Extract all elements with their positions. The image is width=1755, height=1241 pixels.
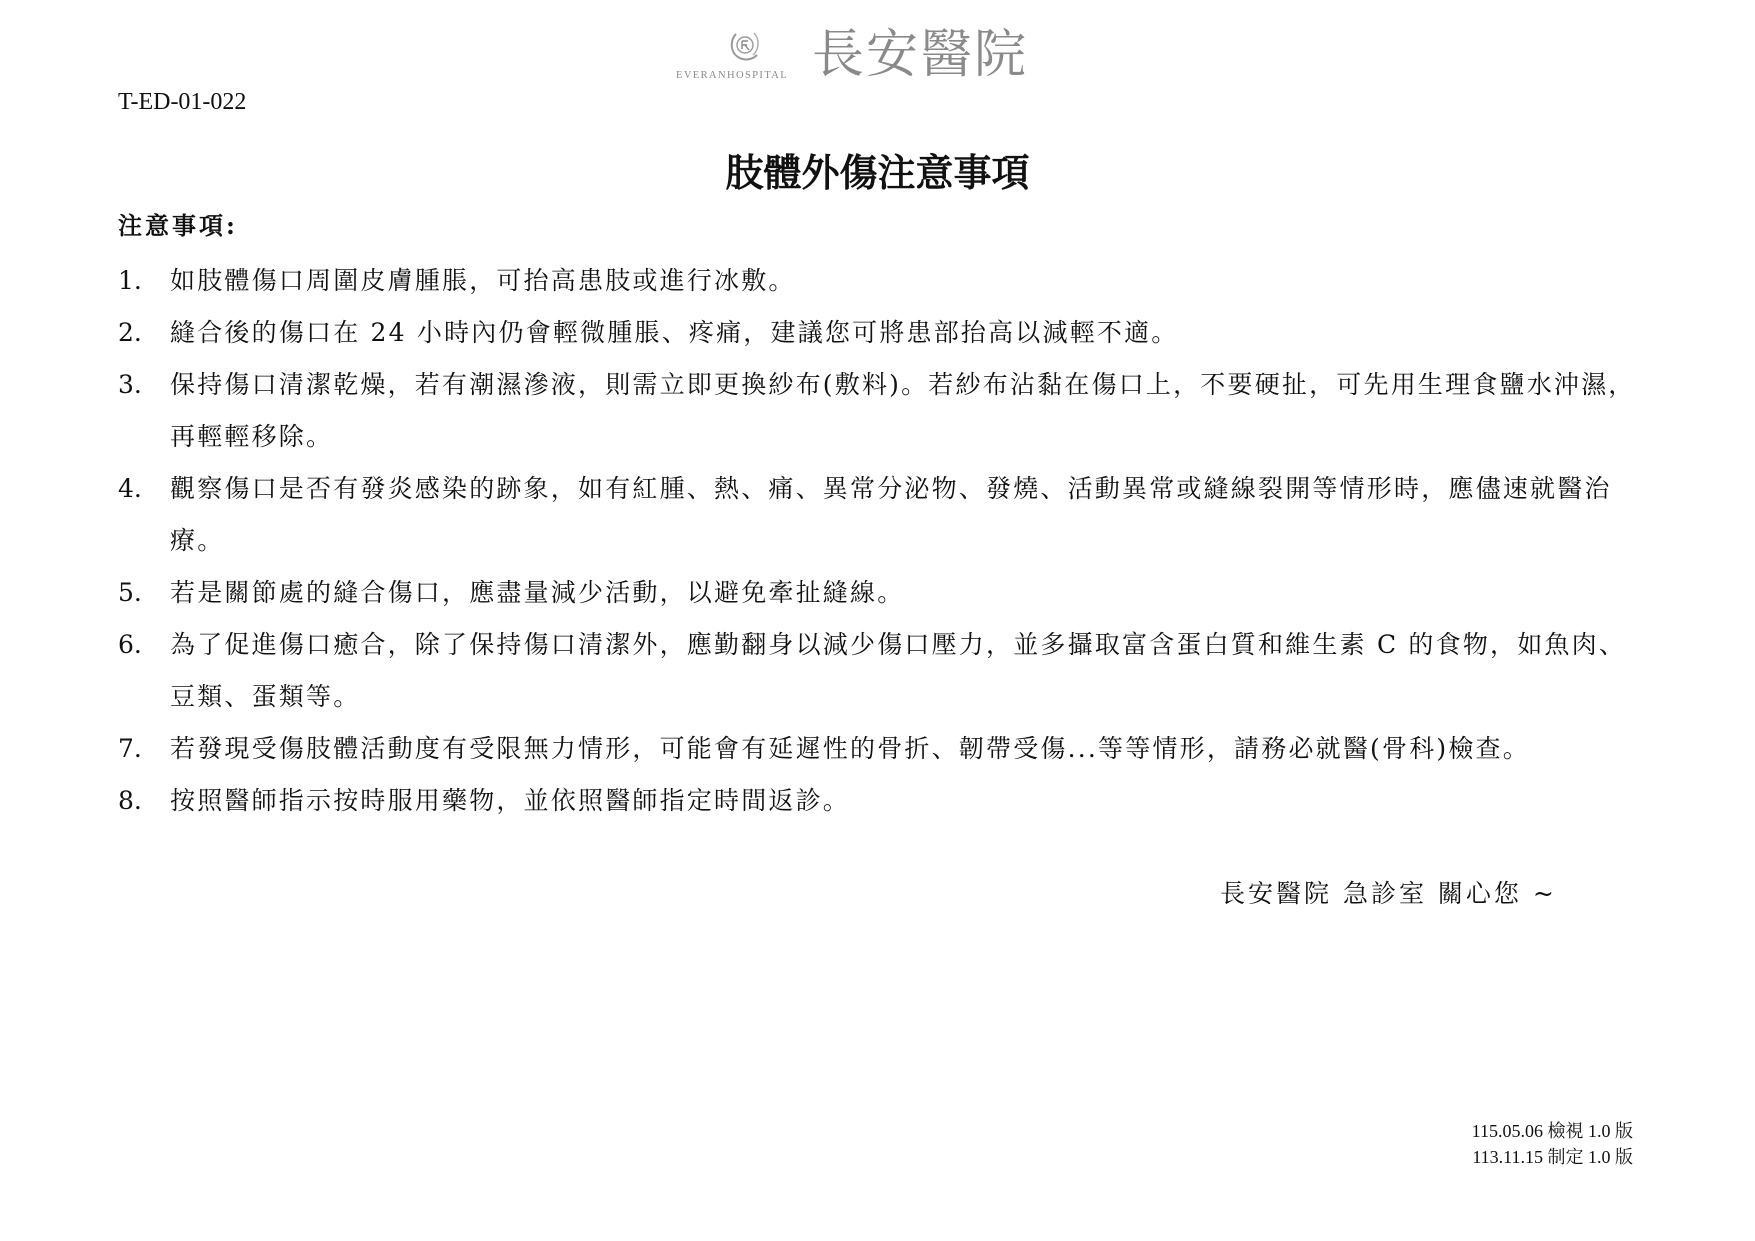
logo-chinese-name: 長安醫院 [812,25,1029,85]
list-item-text: 觀察傷口是否有發炎感染的跡象，如有紅腫、熱、痛、異常分泌物、發燒、活動異常或縫線裂開等情形時，應儘速就醫治療。 [170,474,1612,555]
list-item-text: 按照醫師指示按時服用藥物，並依照醫師指定時間返診。 [170,786,851,815]
logo-english-name: EVERANHOSPITAL [676,70,789,81]
hospital-logo [676,24,1076,86]
list-item-number: 7. [118,734,142,763]
list-item [118,567,1638,619]
list-item-number: 3. [118,370,142,399]
version-line-created: 113.11.15 制定 1.0 版 [1472,1147,1633,1167]
page-title: 肢體外傷注意事項 [725,151,1030,195]
list-item-text: 若發現受傷肢體活動度有受限無力情形，可能會有延遲性的骨折、韌帶受傷...等等情形，請務必就醫(骨科)檢查。 [170,734,1530,763]
list-item-number: 2. [118,318,142,347]
list-item-number: 5. [118,578,142,607]
version-line-reviewed: 115.05.06 檢視 1.0 版 [1471,1121,1633,1141]
list-item [118,619,1638,723]
list-item-number: 4. [118,474,142,503]
section-heading: 注意事項: [118,211,238,240]
list-item-text: 若是關節處的縫合傷口，應盡量減少活動，以避免牽扯縫線。 [170,578,905,607]
list-item [118,463,1638,567]
list-item [118,775,1638,827]
list-item-text: 為了促進傷口癒合，除了保持傷口清潔外，應勤翻身以減少傷口壓力，並多攝取富含蛋白質和維生素 C 的食物，如魚肉、豆類、蛋類等。 [170,630,1627,711]
list-item [118,307,1638,359]
everan-emblem-icon [728,28,762,62]
version-info [1472,1118,1633,1170]
list-item-number: 1. [118,266,142,295]
document-code: T-ED-01-022 [118,89,247,115]
list-item-text: 如肢體傷口周圍皮膚腫脹，可抬高患肢或進行冰敷。 [170,266,796,295]
notes-list [118,255,1638,827]
list-item [118,359,1638,463]
footer-signature: 長安醫院 急診室 關心您 ~ [1220,879,1557,908]
list-item [118,723,1638,775]
list-item-number: 8. [118,786,142,815]
list-item-text: 縫合後的傷口在 24 小時內仍會輕微腫脹、疼痛，建議您可將患部抬高以減輕不適。 [170,318,1179,347]
list-item [118,255,1638,307]
list-item-text: 保持傷口清潔乾燥，若有潮濕滲液，則需立即更換紗布(敷料)。若紗布沾黏在傷口上，不要硬扯，可先用生理食鹽水沖濕，再輕輕移除。 [170,370,1636,451]
list-item-number: 6. [118,630,142,659]
